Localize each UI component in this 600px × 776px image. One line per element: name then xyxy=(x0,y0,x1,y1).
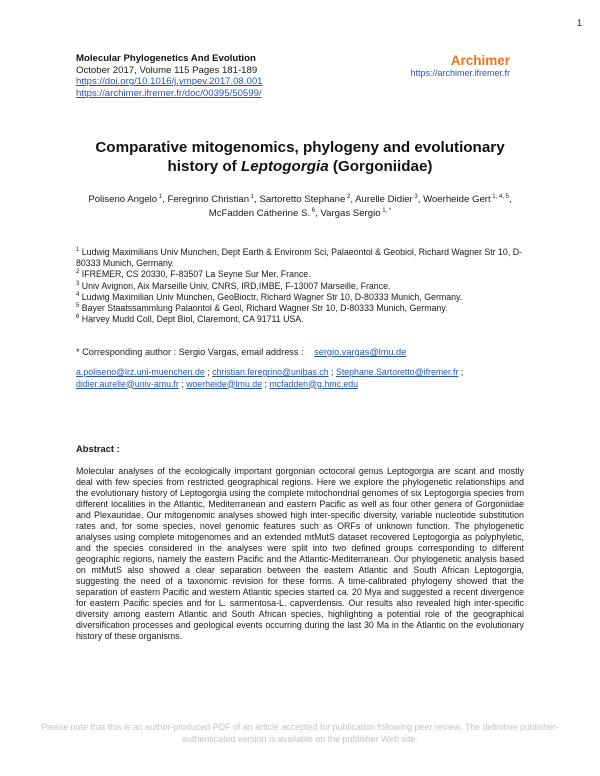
doi-link[interactable]: https://doi.org/10.1016/j.ympev.2017.08.001 xyxy=(76,76,263,88)
author-emails: a.poliseno@lrz.uni-muenchen.de ; christian.feregrino@unibas.ch ; Stephane.Sartoretto@ifremer.fr ; didier.aurelle@univ-amu.fr ; woerheide@lmu.de ; mcfadden@g.hmc.edu xyxy=(76,367,464,389)
affiliation-item xyxy=(76,247,524,269)
title-genus: Leptogorgia xyxy=(240,157,329,175)
affiliation-text: Bayer Staatssammlung Palaontol & Geol, Richard Wagner Str 10, D-80333 Munich, Germany. xyxy=(79,303,448,314)
author-name: Aurelle Didier xyxy=(355,194,413,205)
affiliations xyxy=(76,247,524,325)
author-affiliation-sup: 2 xyxy=(345,193,351,200)
title-suffix: (Gorgoniidae) xyxy=(328,157,433,175)
author-affiliation-sup: 3 xyxy=(412,193,418,200)
title-prefix: history of xyxy=(167,157,241,175)
journal-name: Molecular Phylogenetics And Evolution xyxy=(76,53,256,64)
journal-info xyxy=(76,53,263,99)
title-line-2 xyxy=(76,158,524,177)
affiliation-sup: 6 xyxy=(76,314,80,321)
brand-logo: Archimer xyxy=(450,53,510,68)
page-number: 1 xyxy=(576,18,582,28)
author-email-link[interactable]: christian.feregrino@unibas.ch xyxy=(212,367,329,377)
affiliation-sup: 1 xyxy=(76,247,80,254)
affiliation-sup: 5 xyxy=(76,303,80,310)
author-list: Poliseno Angelo $^1$, Feregrino Christian $^1$, Sartoretto Stephane $^2$, Aurelle Didier $^3$, Woerheide Gert $^{1, 4, 5}$, McFadden Catherine S. $^6$, Vargas Sergio $^{1, *}$ xyxy=(88,193,512,219)
archimer-brand xyxy=(410,53,510,79)
author-affiliation-sup: 6 xyxy=(310,207,316,214)
abstract-heading: Abstract : xyxy=(76,443,120,454)
affiliation-text: IFREMER, CS 20330, F-83507 La Seyne Sur Mer, France. xyxy=(79,269,311,280)
affiliation-item xyxy=(76,303,524,314)
brand-url-link[interactable]: https://archimer.ifremer.fr xyxy=(410,68,510,78)
author-name: Woerheide Gert xyxy=(423,194,491,205)
affiliation-sup: 4 xyxy=(76,291,80,298)
footer-note: Please note that this is an author-produced PDF of an article accepted for publication following peer review. The definitive publisher-authenticated version is available on the publisher Web site. xyxy=(41,722,559,744)
author-affiliation-sup: 1, * xyxy=(380,207,392,214)
author-name: McFadden Catherine S. xyxy=(208,207,311,219)
affiliation-text: Harvey Mudd Coll, Dept Biol, Claremont, CA 91711 USA. xyxy=(79,314,304,325)
author-name: Sartoretto Stephane xyxy=(259,194,346,205)
author-email-link[interactable]: mcfadden@g.hmc.edu xyxy=(269,378,359,389)
author-affiliation-sup: 1 xyxy=(157,193,163,200)
author-name: Poliseno Angelo xyxy=(88,194,158,205)
affiliation-item xyxy=(76,281,524,292)
affiliation-text: Univ Avignon, Aix Marseille Univ, CNRS, IRD,IMBE, F-13007 Marseille, France. xyxy=(79,280,391,291)
author-email-link[interactable]: Stephane.Sartoretto@ifremer.fr xyxy=(335,367,459,377)
affiliation-sup: 2 xyxy=(76,269,80,276)
author-affiliation-sup: 1 xyxy=(249,193,255,200)
paper-title xyxy=(76,139,524,176)
author-email-link[interactable]: woerheide@lmu.de xyxy=(186,378,263,389)
title-line-1: Comparative mitogenomics, phylogeny and evolutionary xyxy=(95,139,505,156)
author-email-link[interactable]: didier.aurelle@univ-amu.fr xyxy=(76,378,179,389)
affiliation-item xyxy=(76,292,524,303)
affiliation-sup: 3 xyxy=(76,280,80,287)
author-affiliation-sup: 1, 4, 5 xyxy=(490,193,509,200)
author-email-link[interactable]: a.poliseno@lrz.uni-muenchen.de xyxy=(76,367,205,377)
abstract-text: Molecular analyses of the ecologically important gorgonian octocoral genus Leptogorgia are scant and mostly deal with few species from restricted geographical regions. Here we explore the phylogenetic relationships and the evolutionary history of Leptogorgia using the complete mitochondrial genomes of six Leptogorgia species from different localities in the Atlantic, Mediterranean and eastern Pacific as well as four other genera of Gorgoniidae and Plexauridae. Our mitogenomic analyses showed high inter-specific diversity, variable nucleotide substitution rates and, for some species, novel genomic features such as ORFs of unknown function. The phylogenetic analyses using complete mitogenomes and an extended mtMutS dataset recovered Leptogorgia as polyphyletic, and the species considered in the analyses were split into two defined groups corresponding to different geographic regions, namely the eastern Pacific and the Atlantic-Mediterranean. Our phylogenetic analysis based on mtMutS also showed a clear separation between the eastern Atlantic and South African Leptogorgia, suggesting the need of a taxonomic revision for these forms. A time-calibrated phylogeny showed that the separation of eastern Pacific and western Atlantic species started ca. 20 Mya and suggested a recent divergence for eastern Pacific species and for L. sarmentosa-L. capverdensis. Our results also revealed high inter-specific diversity among eastern Atlantic and South African species, highlighting a potential role of the geographical diversification processes and geological events occurring during the last 30 Ma in the Atlantic on the evolutionary history of these organisms. xyxy=(76,466,524,641)
author-name: Vargas Sergio xyxy=(320,207,381,219)
archive-link[interactable]: https://archimer.ifremer.fr/doc/00395/50599/ xyxy=(76,87,262,99)
corresponding-label: * Corresponding author : Sergio Vargas, email address : xyxy=(76,347,304,357)
affiliation-item xyxy=(76,269,524,280)
author-name: Feregrino Christian xyxy=(167,194,250,205)
affiliation-text: Ludwig Maximilians Univ Munchen, Dept Earth & Environm Sci, Palaeontol & Geobiol, Richard Wagner Str 10, D-80333 Munich, Germany. xyxy=(76,247,522,269)
corresponding-email-link[interactable]: sergio.vargas@lmu.de xyxy=(314,347,407,357)
journal-issue: October 2017, Volume 115 Pages 181-189 xyxy=(76,64,258,76)
affiliation-text: Ludwig Maximilian Univ Munchen, GeoBioctr, Richard Wagner Str 10, D-80333 Munich, Germany. xyxy=(79,291,463,302)
affiliation-item xyxy=(76,314,524,325)
corresponding-author xyxy=(76,347,406,358)
